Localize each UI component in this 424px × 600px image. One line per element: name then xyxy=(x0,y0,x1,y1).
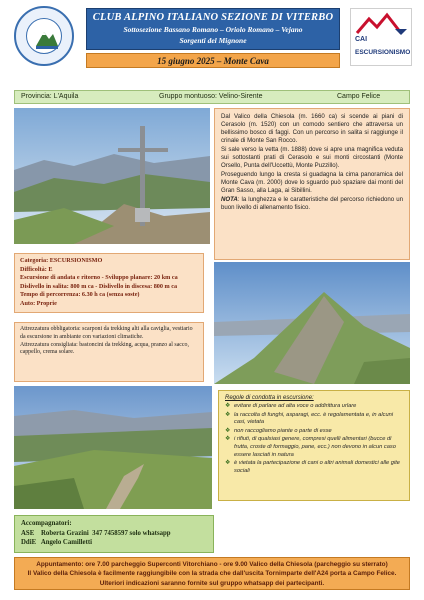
escursionismo-logo-text: ESCURSIONISMO xyxy=(355,49,411,56)
bullet-icon: ❖ xyxy=(225,460,231,467)
transport-line: Auto: Proprie xyxy=(20,299,57,307)
conduct-rules-box xyxy=(218,390,410,501)
trail-valley-photo xyxy=(14,386,212,509)
guides-box xyxy=(14,515,214,553)
trip-category-box xyxy=(14,253,204,313)
rule-item: ❖ non raccogliamo piante o parte di esse xyxy=(225,427,332,434)
ridge-photo xyxy=(214,262,410,384)
bullet-icon: ❖ xyxy=(225,403,231,409)
note-text: : la lunghezza e le caratteristiche del percorso richiedono un buon livello di allenamento fisico. xyxy=(221,196,403,211)
rule-item: ❖ i rifiuti, di qualsiasi genere, compresi quelli alimentari (bucce di frutta, croste di formaggio, pane, ecc.) non devono in alcun caso essere lasciati in natura xyxy=(225,436,396,458)
sottosezione-subtitle: Sottosezione Bassano Romano – Oriolo Romano – Vejano xyxy=(123,25,303,34)
rules-title: Regole di condotta in escursione: xyxy=(225,395,314,401)
meeting-line: Appuntamento: ore 7.00 parcheggio Superconti Vitorchiano - ore 9.00 Valico della Chiesola (parcheggio su sterrato) xyxy=(36,561,388,568)
cai-escursionismo-logo xyxy=(350,8,412,66)
rule-item: ❖ la raccolta di funghi, asparagi, ecc. è regolamentata e, in alcuni casi, vietata xyxy=(225,411,394,426)
description-paragraph-3: Proseguendo lungo la cresta si guadagna la cima panoramica del Monte Cava (m. 2000) dove lo sguardo può spaziare dai monti del Gran Sasso, alla Laga, ai Sibillini. xyxy=(221,171,403,194)
mountain-peaks-icon xyxy=(351,9,413,39)
category-line: Categoria: ESCURSIONISMO xyxy=(20,257,103,264)
meeting-info-footer xyxy=(14,557,410,590)
guide-line-2: DdiE Angelo Camilletti xyxy=(21,539,92,546)
guide-line-1: ASE Roberta Grazini 347 7458597 solo whatsapp xyxy=(21,529,171,537)
cai-sottosezione-logo xyxy=(14,6,74,66)
distance-line: Escursione di andata e ritorno - Sviluppo planare: 20 km ca xyxy=(20,274,178,282)
description-note xyxy=(221,196,403,212)
provincia-label: Provincia: L'Aquila xyxy=(21,93,79,100)
bullet-icon: ❖ xyxy=(225,436,231,443)
duration-line: Tempo di percorrenza: 6.30 h ca (senza soste) xyxy=(20,291,140,299)
rule-item: ❖ è vietata la partecipazione di cani o altri animali domestici alle gite sociali xyxy=(225,460,400,474)
description-paragraph-2: Si sale verso la vetta (m. 1888) dove si apre una magnifica veduta sui sottostanti prati di Cerasolo e sui monti circostanti (Monte Orsello, Punta dell'Uccettù, Monte Puzzillo). xyxy=(221,146,403,169)
elevation-line: Dislivello in salita: 800 m ca - Dislivello in discesa: 800 m ca xyxy=(20,282,178,290)
header-banner xyxy=(86,8,340,50)
directions-line: Il Valico della Chiesola è facilmente raggiungibile con la strada che dall'uscita Tornimparte dell'A24 porta a Campo Felice. xyxy=(27,570,397,578)
bullet-icon: ❖ xyxy=(225,411,231,418)
route-description-box xyxy=(214,108,410,260)
info-bar xyxy=(14,90,410,104)
equipment-box xyxy=(14,322,204,382)
mountain-emblem-icon xyxy=(16,8,76,68)
cai-logo-text: CAI xyxy=(355,36,368,43)
note-label: NOTA xyxy=(221,196,238,203)
bullet-icon: ❖ xyxy=(225,427,231,434)
sorgenti-subtitle: Sorgenti del Mignone xyxy=(179,36,247,45)
gruppo-montuoso-label: Gruppo montuoso: Velino-Sirente xyxy=(159,93,263,100)
guides-title: Accompagnatori: xyxy=(21,520,72,527)
advised-equipment: Attrezzatura consigliata: bastoncini da trekking, acqua, pranzo al sacco, cappello, crema solare. xyxy=(20,341,189,356)
localita-label: Campo Felice xyxy=(337,93,381,100)
description-paragraph-1: Dal Valico della Chiesola (m. 1660 ca) si scende ai piani di Cerasolo (m. 1520) con un comodo sentiero che attraversa un bellissimo bosco di faggi. Con un percorso in salita si raggiunge il crinale di Monte San Rocco. xyxy=(221,113,403,144)
difficulty-line: Difficoltà: E xyxy=(20,265,53,273)
rules-list xyxy=(225,403,403,475)
event-date-title: 15 giugno 2025 – Monte Cava xyxy=(86,53,340,68)
rule-item: ❖ evitare di parlare ad alta voce o addirittura urlare xyxy=(225,403,357,409)
club-title: CLUB ALPINO ITALIANO SEZIONE DI VITERBO xyxy=(92,12,334,23)
summit-cross-photo xyxy=(14,108,210,244)
whatsapp-line: Ulteriori indicazioni saranno fornite sul gruppo whatsapp dei partecipanti. xyxy=(99,579,325,587)
mandatory-equipment: Attrezzatura obbligatoria: scarponi da trekking alti alla caviglia, vestiario da escursione in ambiante con variazioni climatiche. xyxy=(20,326,193,340)
